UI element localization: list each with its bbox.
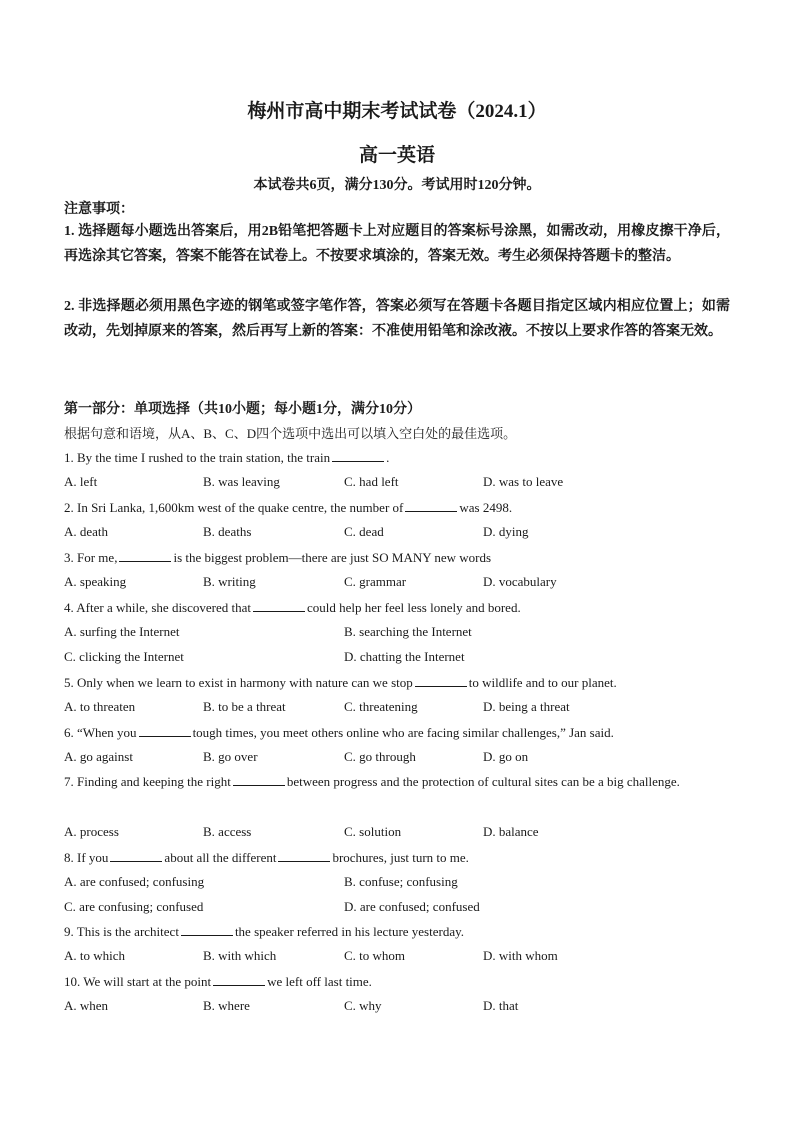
question-4 [64, 599, 521, 616]
option-c: C. had left [344, 474, 399, 489]
question-8 [64, 849, 469, 866]
answer-blank [332, 449, 384, 462]
answer-blank [253, 599, 305, 612]
notice-item-1: 1. 选择题每小题选出答案后，用2B铅笔把答题卡上对应题目的答案标号涂黑，如需改动，用橡皮擦干净后，再选涂其它答案，答案不能答在试卷上。不按要求填涂的，答案无效。考生必须保持答题卡的整洁。 [64, 224, 730, 264]
question-10 [64, 973, 372, 990]
option-c: C. are confusing; confused [64, 899, 204, 914]
option-a: A. left [64, 474, 98, 489]
question-text: tough times, you meet others online who are facing similar challenges,” Jan said. [192, 725, 614, 740]
answer-blank [233, 773, 285, 786]
option-b: B. with which [203, 948, 277, 963]
option-b: B. searching the Internet [344, 624, 472, 639]
question-text: was 2498. [459, 500, 513, 515]
exam-title: 梅州市高中期末考试试卷（2024.1） [247, 101, 547, 122]
section-heading: 第一部分：单项选择（共10小题；每小题1分，满分10分） [64, 402, 421, 417]
option-c: C. why [344, 998, 382, 1013]
option-d: D. dying [483, 524, 529, 539]
option-c: C. to whom [344, 948, 406, 963]
option-c: C. solution [344, 824, 402, 839]
question-2 [64, 499, 512, 516]
question-text: 4. After a while, she discovered that [64, 600, 251, 615]
notice-heading: 注意事项： [64, 202, 134, 217]
option-a: A. go against [64, 749, 133, 764]
question-9 [64, 923, 464, 940]
option-d: D. go on [483, 749, 529, 764]
option-c: C. clicking the Internet [64, 649, 184, 664]
option-b: B. was leaving [203, 474, 280, 489]
question-text: to wildlife and to our planet. [468, 675, 617, 690]
notice-item-2: 2. 非选择题必须用黑色字迹的钢笔或签字笔作答，答案必须写在答题卡各题目指定区域内相应位置上；如需改动，先划掉原来的答案，然后再写上新的答案：不准使用铅笔和涂改液。不按以上要求作答的答案无效。 [64, 299, 730, 339]
answer-blank [415, 674, 467, 687]
option-a: A. when [64, 998, 109, 1013]
option-d: D. being a threat [483, 699, 570, 714]
option-d: D. balance [483, 824, 539, 839]
section-instruction: 根据句意和语境，从A、B、C、D四个选项中选出可以填入空白处的最佳选项。 [64, 426, 517, 441]
answer-blank [139, 724, 191, 737]
option-b: B. where [203, 998, 250, 1013]
question-7 [64, 769, 730, 794]
option-d: D. are confused; confused [344, 899, 480, 914]
option-d: D. with whom [483, 948, 558, 963]
answer-blank [213, 973, 265, 986]
answer-blank [119, 549, 171, 562]
option-d: D. was to leave [483, 474, 564, 489]
question-text: 1. By the time I rushed to the train station, the train [64, 450, 331, 465]
option-c: C. dead [344, 524, 384, 539]
subject-title: 高一英语 [358, 145, 435, 166]
answer-blank [278, 849, 330, 862]
question-text: 9. This is the architect [64, 924, 179, 939]
question-text: 10. We will start at the point [64, 974, 212, 989]
question-text: 7. Finding and keeping the right [64, 774, 231, 789]
question-text: about all the different [164, 850, 277, 865]
option-d: D. vocabulary [483, 574, 557, 589]
exam-info: 本试卷共6页，满分130分。考试用时120分钟。 [253, 178, 541, 193]
option-b: B. go over [203, 749, 258, 764]
question-1 [64, 449, 389, 466]
question-6 [64, 724, 614, 741]
option-b: B. access [203, 824, 252, 839]
option-c: C. grammar [344, 574, 407, 589]
answer-blank [405, 499, 457, 512]
option-b: B. to be a threat [203, 699, 286, 714]
question-text: brochures, just turn to me. [332, 850, 469, 865]
question-text: could help her feel less lonely and bored. [307, 600, 521, 615]
answer-blank [181, 923, 233, 936]
question-text: we left off last time. [267, 974, 372, 989]
question-text: 6. “When you [64, 725, 137, 740]
option-a: A. process [64, 824, 119, 839]
option-a: A. death [64, 524, 109, 539]
option-a: A. surfing the Internet [64, 624, 180, 639]
option-d: D. chatting the Internet [344, 649, 465, 664]
question-3 [64, 549, 491, 566]
answer-blank [110, 849, 162, 862]
option-a: A. to which [64, 948, 126, 963]
question-text: the speaker referred in his lecture yesterday. [234, 924, 465, 939]
option-a: A. are confused; confusing [64, 874, 205, 889]
question-text: 2. In Sri Lanka, 1,600km west of the quake centre, the number of [64, 500, 404, 515]
option-b: B. deaths [203, 524, 252, 539]
option-c: C. threatening [344, 699, 418, 714]
question-text: 5. Only when we learn to exist in harmony with nature can we stop [64, 675, 413, 690]
option-c: C. go through [344, 749, 416, 764]
option-a: A. to threaten [64, 699, 136, 714]
question-5 [64, 674, 617, 691]
question-text: . [386, 450, 390, 465]
option-b: B. writing [203, 574, 256, 589]
option-b: B. confuse; confusing [344, 874, 458, 889]
question-text: 3. For me, [64, 550, 118, 565]
option-a: A. speaking [64, 574, 127, 589]
question-text: between progress and the protection of cultural sites can be a big challenge. [286, 774, 680, 789]
question-text: is the biggest problem—there are just SO MANY new words [173, 550, 492, 565]
question-text: 8. If you [64, 850, 109, 865]
option-d: D. that [483, 998, 519, 1013]
